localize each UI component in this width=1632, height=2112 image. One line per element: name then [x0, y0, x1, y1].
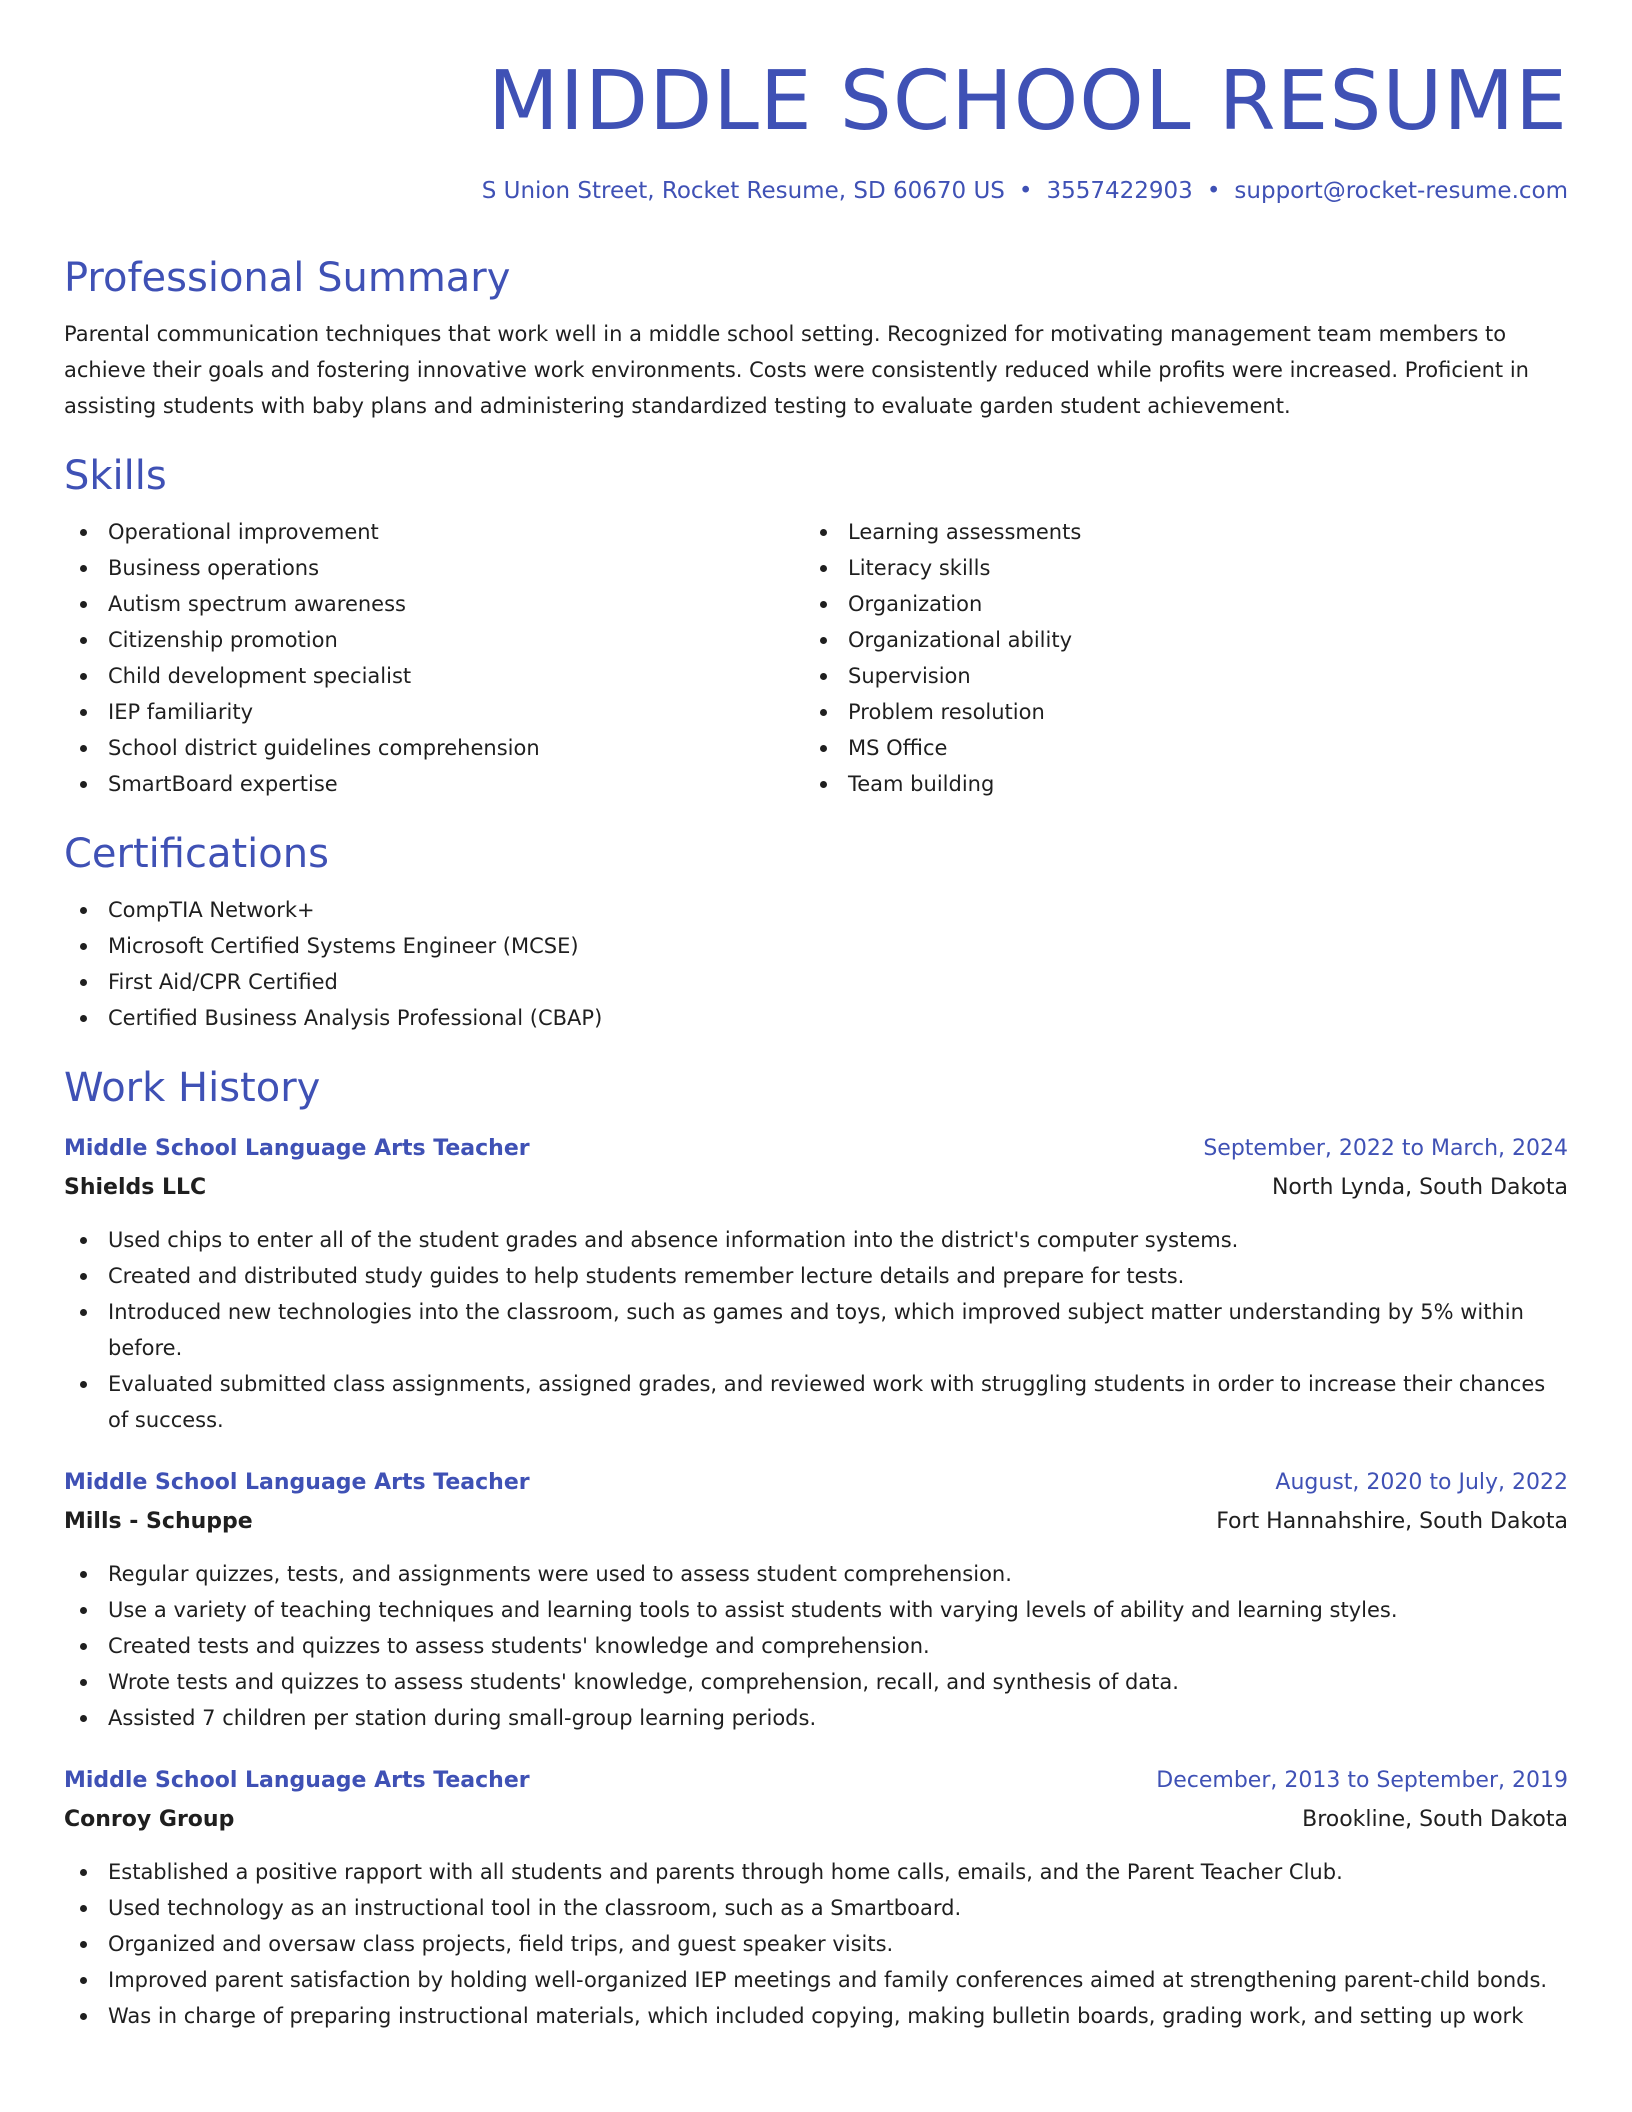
bullet-icon	[820, 709, 827, 716]
bullet-icon	[80, 1643, 87, 1650]
job-bullet-text: Assisted 7 children per station during small-group learning periods.	[108, 1706, 817, 1730]
skill-item-text: Organization	[848, 592, 983, 616]
skill-item-text: Child development specialist	[108, 664, 412, 688]
contact-separator: •	[1018, 178, 1033, 204]
work-history-section	[64, 1064, 1568, 2034]
bullet-icon	[80, 907, 87, 914]
job-dates: August, 2020 to July, 2022	[1275, 1470, 1568, 1495]
job-dates: September, 2022 to March, 2024	[1203, 1136, 1568, 1161]
skill-item-text: Citizenship promotion	[108, 628, 338, 652]
bullet-icon	[80, 565, 87, 572]
bullet-icon	[80, 673, 87, 680]
bullet-icon	[80, 745, 87, 752]
skill-item	[804, 658, 1544, 694]
skill-item-text: Business operations	[108, 556, 320, 580]
job-bullet-text: Used chips to enter all of the student grades and absence information into the district's computer systems.	[108, 1228, 1239, 1252]
job-company-row	[64, 1168, 1568, 1208]
job-bullet-text: Created tests and quizzes to assess students' knowledge and comprehension.	[108, 1634, 930, 1658]
skill-item	[64, 514, 804, 550]
skills-grid	[64, 514, 1568, 802]
job-bullet-text: Established a positive rapport with all students and parents through home calls, emails, and the Parent Teacher Club.	[108, 1860, 1343, 1884]
bullet-icon	[80, 1977, 87, 1984]
job-bullets	[64, 1222, 1568, 1438]
skill-item-text: Literacy skills	[848, 556, 991, 580]
section-title-summary: Professional Summary	[64, 255, 511, 301]
skills-list-left	[64, 514, 804, 802]
skill-item	[64, 694, 804, 730]
job-entry	[64, 1762, 1568, 2034]
skill-item-text: Organizational ability	[848, 628, 1072, 652]
skill-item	[64, 730, 804, 766]
resume-header	[64, 52, 1568, 206]
job-bullet-text: Used technology as an instructional tool in the classroom, such as a Smartboard.	[108, 1896, 962, 1920]
job-bullet	[64, 1222, 1568, 1258]
skill-item	[804, 694, 1544, 730]
job-bullet	[64, 1926, 1568, 1962]
job-title: Middle School Language Arts Teacher	[64, 1470, 530, 1495]
job-bullet-text: Introduced new technologies into the classroom, such as games and toys, which improved subject matter understanding by 5% within before.	[108, 1300, 1524, 1360]
resume-name: MIDDLE SCHOOL RESUME	[488, 54, 1568, 149]
skill-item-text: Team building	[848, 772, 995, 796]
job-bullet	[64, 1258, 1568, 1294]
certification-item-text: CompTIA Network+	[108, 898, 315, 922]
skill-item-text: Supervision	[848, 664, 971, 688]
bullet-icon	[80, 529, 87, 536]
bullet-icon	[820, 529, 827, 536]
bullet-icon	[820, 565, 827, 572]
job-title-row	[64, 1130, 1568, 1168]
job-bullet	[64, 1366, 1568, 1438]
job-bullet	[64, 1664, 1568, 1700]
jobs-list	[64, 1130, 1568, 2034]
bullet-icon	[80, 943, 87, 950]
bullet-icon	[820, 637, 827, 644]
contact-phone: 3557422903	[1046, 178, 1193, 204]
skill-item	[804, 550, 1544, 586]
certifications-section	[64, 830, 1568, 1036]
skills-section	[64, 452, 1568, 802]
skill-item	[64, 658, 804, 694]
bullet-icon	[80, 1015, 87, 1022]
job-company: Mills - Schuppe	[64, 1509, 253, 1534]
skills-column-right	[804, 514, 1544, 802]
bullet-icon	[80, 1381, 87, 1388]
bullet-icon	[820, 673, 827, 680]
certifications-list	[64, 892, 1568, 1036]
section-title-certifications: Certifications	[64, 831, 329, 877]
job-company: Conroy Group	[64, 1807, 235, 1832]
bullet-icon	[80, 1571, 87, 1578]
skill-item	[804, 766, 1544, 802]
skill-item	[64, 766, 804, 802]
skill-item-text: SmartBoard expertise	[108, 772, 338, 796]
section-title-skills: Skills	[64, 453, 167, 499]
skill-item	[64, 550, 804, 586]
skill-item-text: Operational improvement	[108, 520, 379, 544]
job-bullet	[64, 1890, 1568, 1926]
job-company-row	[64, 1502, 1568, 1542]
job-bullet	[64, 1854, 1568, 1890]
job-bullet-text: Improved parent satisfaction by holding well-organized IEP meetings and family conferences aimed at strengthening parent-child bonds.	[108, 1968, 1548, 1992]
contact-info	[64, 176, 1568, 206]
bullet-icon	[820, 601, 827, 608]
contact-separator: •	[1206, 178, 1221, 204]
skill-item	[804, 586, 1544, 622]
job-bullet	[64, 1998, 1568, 2034]
skill-item	[804, 730, 1544, 766]
section-title-work-history: Work History	[64, 1065, 321, 1111]
bullet-icon	[80, 1715, 87, 1722]
bullet-icon	[820, 781, 827, 788]
bullet-icon	[80, 1273, 87, 1280]
job-company: Shields LLC	[64, 1175, 207, 1200]
bullet-icon	[80, 1679, 87, 1686]
skill-item-text: MS Office	[848, 736, 948, 760]
skill-item-text: Learning assessments	[848, 520, 1082, 544]
job-entry	[64, 1130, 1568, 1438]
skills-column-left	[64, 514, 804, 802]
contact-address: S Union Street, Rocket Resume, SD 60670 US	[481, 178, 1005, 204]
job-title: Middle School Language Arts Teacher	[64, 1136, 530, 1161]
job-bullet	[64, 1700, 1568, 1736]
job-bullet-text: Was in charge of preparing instructional materials, which included copying, making bulletin boards, grading work, and setting up work	[108, 2004, 1524, 2028]
skill-item	[64, 586, 804, 622]
job-bullet	[64, 1556, 1568, 1592]
skill-item-text: Problem resolution	[848, 700, 1045, 724]
bullet-icon	[80, 781, 87, 788]
job-location: North Lynda, South Dakota	[1271, 1175, 1568, 1200]
job-bullet	[64, 1294, 1568, 1366]
certification-item	[64, 928, 1568, 964]
job-bullet-text: Use a variety of teaching techniques and learning tools to assist students with varying levels of ability and learning styles.	[108, 1598, 1398, 1622]
job-dates: December, 2013 to September, 2019	[1156, 1768, 1568, 1793]
bullet-icon	[820, 745, 827, 752]
job-bullets	[64, 1556, 1568, 1736]
certification-item	[64, 892, 1568, 928]
job-bullet-text: Wrote tests and quizzes to assess students' knowledge, comprehension, recall, and synthesis of data.	[108, 1670, 1179, 1694]
skill-item-text: School district guidelines comprehension	[108, 736, 540, 760]
job-bullet	[64, 1628, 1568, 1664]
certification-item-text: Microsoft Certified Systems Engineer (MCSE)	[108, 934, 579, 958]
job-title: Middle School Language Arts Teacher	[64, 1768, 530, 1793]
job-bullet-text: Organized and oversaw class projects, field trips, and guest speaker visits.	[108, 1932, 894, 1956]
professional-summary-section	[64, 254, 1568, 424]
bullet-icon	[80, 1309, 87, 1316]
job-title-row	[64, 1762, 1568, 1800]
job-bullets	[64, 1854, 1568, 2034]
bullet-icon	[80, 1905, 87, 1912]
job-bullet-text: Regular quizzes, tests, and assignments were used to assess student comprehension.	[108, 1562, 1012, 1586]
bullet-icon	[80, 601, 87, 608]
certification-item	[64, 964, 1568, 1000]
skill-item	[804, 622, 1544, 658]
bullet-icon	[80, 637, 87, 644]
skill-item-text: IEP familiarity	[108, 700, 254, 724]
bullet-icon	[80, 709, 87, 716]
job-company-row	[64, 1800, 1568, 1840]
certification-item	[64, 1000, 1568, 1036]
skill-item-text: Autism spectrum awareness	[108, 592, 406, 616]
skill-item	[804, 514, 1544, 550]
contact-email[interactable]: support@rocket-resume.com	[1234, 178, 1568, 204]
bullet-icon	[80, 1237, 87, 1244]
bullet-icon	[80, 979, 87, 986]
summary-text: Parental communication techniques that work well in a middle school setting. Recognized for motivating management team members to achieve their goals and fostering innovative work environments. Costs were consistently reduced while profits were increased. Proficient in assisting students with baby plans and administering standardized testing to evaluate garden student achievement.	[64, 322, 1529, 418]
job-bullet-text: Created and distributed study guides to help students remember lecture details and prepare for tests.	[108, 1264, 1185, 1288]
certification-item-text: First Aid/CPR Certified	[108, 970, 338, 994]
job-bullet	[64, 1962, 1568, 1998]
skill-item	[64, 622, 804, 658]
certification-item-text: Certified Business Analysis Professional (CBAP)	[108, 1006, 603, 1030]
job-title-row	[64, 1464, 1568, 1502]
job-bullet	[64, 1592, 1568, 1628]
job-location: Brookline, South Dakota	[1302, 1807, 1568, 1832]
bullet-icon	[80, 1869, 87, 1876]
job-entry	[64, 1464, 1568, 1736]
bullet-icon	[80, 1941, 87, 1948]
job-bullet-text: Evaluated submitted class assignments, assigned grades, and reviewed work with struggling students in order to increase their chances of success.	[108, 1372, 1546, 1432]
job-location: Fort Hannahshire, South Dakota	[1216, 1509, 1568, 1534]
bullet-icon	[80, 2013, 87, 2020]
skills-list-right	[804, 514, 1544, 802]
bullet-icon	[80, 1607, 87, 1614]
